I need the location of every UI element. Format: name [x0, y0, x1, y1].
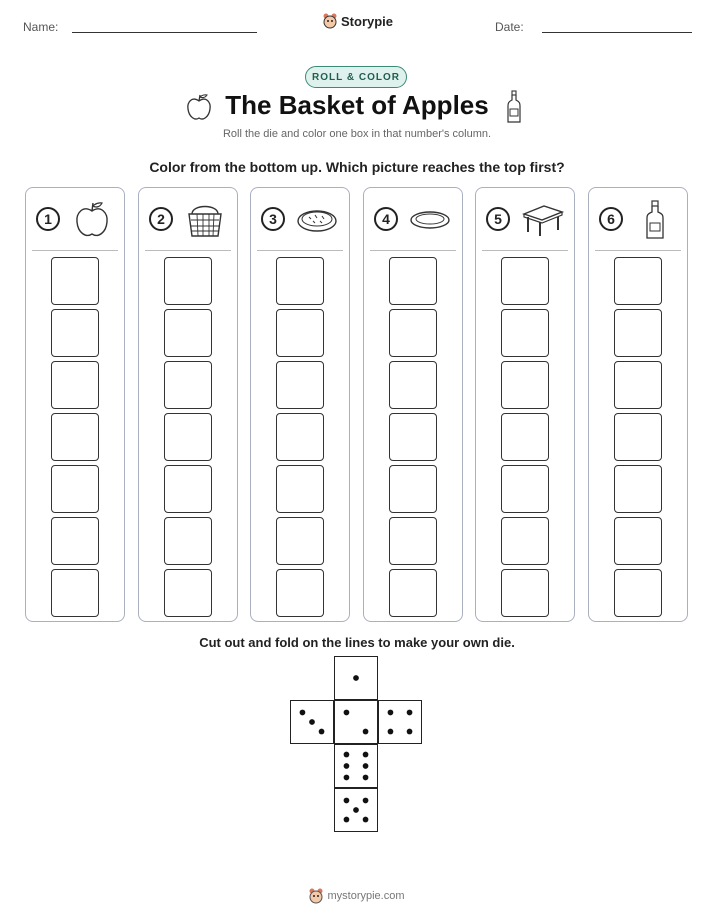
brand-logo — [323, 13, 393, 29]
footer — [0, 888, 714, 904]
color-box[interactable] — [276, 465, 324, 513]
column-4 — [363, 187, 463, 622]
die-net — [290, 656, 426, 836]
color-box[interactable] — [276, 517, 324, 565]
column-1 — [25, 187, 125, 622]
color-box[interactable] — [276, 361, 324, 409]
color-box[interactable] — [51, 361, 99, 409]
name-label: Name: — [23, 20, 59, 34]
footer-url[interactable]: mystorypie.com — [327, 890, 405, 902]
color-box[interactable] — [389, 361, 437, 409]
color-box[interactable] — [614, 309, 662, 357]
page-title: The Basket of Apples — [225, 90, 489, 120]
color-box[interactable] — [389, 257, 437, 305]
color-box[interactable] — [614, 361, 662, 409]
color-box[interactable] — [276, 309, 324, 357]
pie-icon — [295, 200, 339, 240]
stool-icon — [520, 200, 564, 240]
column-divider — [32, 250, 118, 251]
column-6 — [588, 187, 688, 622]
mascot-icon — [309, 888, 323, 904]
color-box[interactable] — [614, 517, 662, 565]
die-pip — [363, 817, 369, 823]
color-box[interactable] — [51, 517, 99, 565]
color-box[interactable] — [51, 569, 99, 617]
pie-dish-icon — [408, 200, 452, 240]
color-box[interactable] — [164, 517, 212, 565]
color-box[interactable] — [51, 465, 99, 513]
die-pip — [319, 729, 325, 735]
color-box[interactable] — [614, 569, 662, 617]
column-divider — [482, 250, 568, 251]
column-divider — [145, 250, 231, 251]
column-number: 2 — [149, 207, 173, 231]
column-5 — [475, 187, 575, 622]
color-box[interactable] — [614, 465, 662, 513]
category-badge: ROLL & COLOR — [305, 66, 407, 88]
instruction-text: Color from the bottom up. Which picture reaches the top first? — [149, 159, 565, 175]
mascot-icon — [323, 13, 337, 29]
color-box[interactable] — [276, 413, 324, 461]
color-box[interactable] — [389, 569, 437, 617]
color-box[interactable] — [389, 309, 437, 357]
color-box[interactable] — [164, 309, 212, 357]
apple-icon — [70, 200, 114, 240]
color-box[interactable] — [164, 361, 212, 409]
color-box[interactable] — [389, 517, 437, 565]
die-pip — [407, 729, 413, 735]
color-box[interactable] — [501, 257, 549, 305]
die-pip — [407, 710, 413, 716]
die-pip — [363, 775, 369, 781]
die-pip — [363, 763, 369, 769]
column-divider — [370, 250, 456, 251]
color-box[interactable] — [501, 361, 549, 409]
bottle-icon — [633, 200, 677, 240]
color-box[interactable] — [501, 517, 549, 565]
die-face-5 — [334, 788, 378, 832]
die-pip — [388, 729, 394, 735]
color-box[interactable] — [51, 413, 99, 461]
basket-icon — [183, 200, 227, 240]
column-divider — [595, 250, 681, 251]
die-pip — [344, 817, 350, 823]
die-pip — [344, 763, 350, 769]
die-pip — [344, 798, 350, 804]
name-line[interactable] — [72, 32, 257, 33]
die-instruction: Cut out and fold on the lines to make your own die. — [199, 635, 515, 650]
color-box[interactable] — [164, 257, 212, 305]
column-3 — [250, 187, 350, 622]
color-box[interactable] — [614, 413, 662, 461]
die-pip — [344, 710, 350, 716]
color-box[interactable] — [164, 569, 212, 617]
bottle-icon — [506, 90, 522, 124]
color-box[interactable] — [389, 465, 437, 513]
die-pip — [363, 798, 369, 804]
die-face-4 — [378, 700, 422, 744]
color-box[interactable] — [276, 569, 324, 617]
column-number: 5 — [486, 207, 510, 231]
color-box[interactable] — [51, 309, 99, 357]
die-face-3 — [290, 700, 334, 744]
die-pip — [344, 775, 350, 781]
color-box[interactable] — [614, 257, 662, 305]
column-2 — [138, 187, 238, 622]
column-number: 4 — [374, 207, 398, 231]
color-box[interactable] — [51, 257, 99, 305]
color-box[interactable] — [501, 465, 549, 513]
die-pip — [363, 729, 369, 735]
column-number: 3 — [261, 207, 285, 231]
die-pip — [353, 675, 359, 681]
die-pip — [363, 752, 369, 758]
brand-name: Storypie — [341, 13, 394, 29]
color-box[interactable] — [501, 309, 549, 357]
color-box[interactable] — [389, 413, 437, 461]
die-pip — [353, 807, 359, 813]
die-face-6 — [334, 744, 378, 788]
die-pip — [388, 710, 394, 716]
color-box[interactable] — [164, 413, 212, 461]
column-number: 1 — [36, 207, 60, 231]
date-line[interactable] — [542, 32, 692, 33]
column-divider — [257, 250, 343, 251]
color-box[interactable] — [276, 257, 324, 305]
color-box[interactable] — [501, 413, 549, 461]
die-face-1 — [334, 656, 378, 700]
date-label: Date: — [495, 20, 524, 34]
die-face-2 — [334, 700, 378, 744]
die-pip — [344, 752, 350, 758]
color-box[interactable] — [164, 465, 212, 513]
column-number: 6 — [599, 207, 623, 231]
page-subtitle: Roll the die and color one box in that number's column. — [222, 128, 492, 140]
die-pip — [309, 719, 315, 725]
die-pip — [300, 710, 306, 716]
color-box[interactable] — [501, 569, 549, 617]
